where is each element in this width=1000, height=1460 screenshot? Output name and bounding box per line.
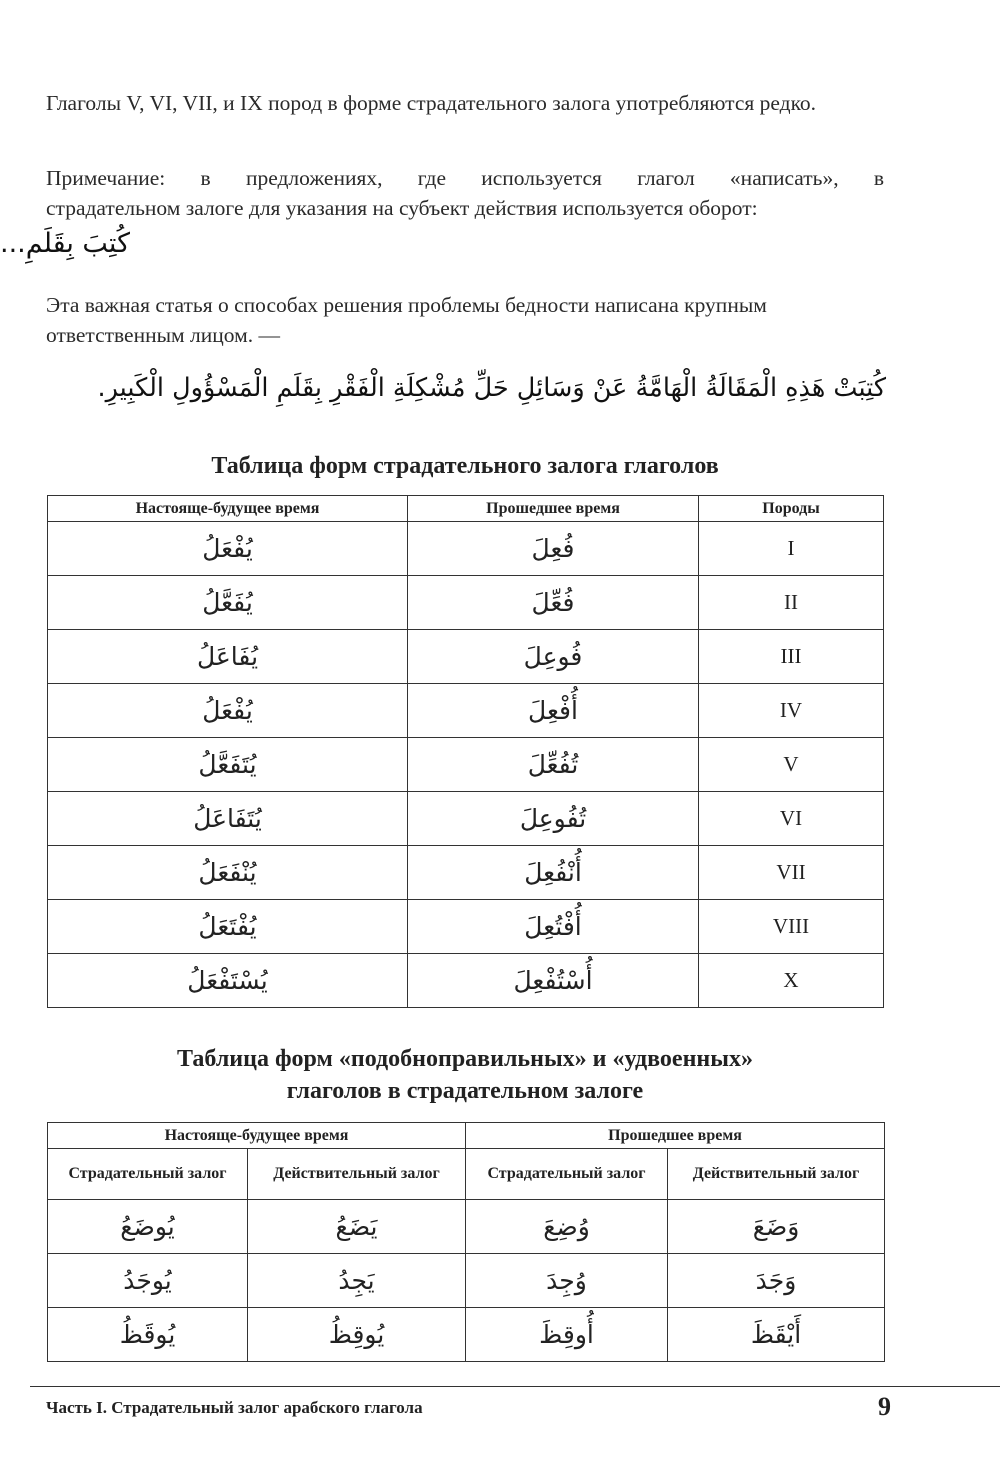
cell-form: II bbox=[699, 576, 884, 630]
table-row bbox=[48, 792, 884, 846]
cell-form: V bbox=[699, 738, 884, 792]
paragraph-rare-forms: Глаголы V, VI, VII, и IX пород в форме страдательного залога употребляются редко. bbox=[46, 91, 817, 115]
cell-form: VI bbox=[699, 792, 884, 846]
cell-past: أُسْتُفْعِلَ bbox=[408, 954, 699, 1008]
footer-chapter-title: Часть I. Страдательный залог арабского глагола bbox=[46, 1398, 423, 1417]
subheader-past-passive: Страдательный залог bbox=[466, 1149, 668, 1200]
cell-past-active: وَضَعَ bbox=[668, 1200, 885, 1254]
weak-verbs-passive-table bbox=[47, 1122, 885, 1362]
group-header-past: Прошедшее время bbox=[466, 1123, 885, 1149]
cell-past: أُفْعِلَ bbox=[408, 684, 699, 738]
table2-title-line-1: Таблица форм «подобноправильных» и «удвоенных» bbox=[177, 1046, 753, 1072]
cell-past-passive: وُجِدَ bbox=[466, 1254, 668, 1308]
cell-past: فُعِّلَ bbox=[408, 576, 699, 630]
col-header-present: Настояще-будущее время bbox=[48, 496, 408, 522]
footer-rule bbox=[30, 1386, 1000, 1387]
note-line-1: Примечание: в предложениях, где используется глагол «написать», в bbox=[46, 166, 884, 190]
cell-present: يُنْفَعَلُ bbox=[48, 846, 408, 900]
example-russian: Эта важная статья о способах решения проблемы бедности написана крупным ответственным лицом. — bbox=[46, 293, 767, 347]
cell-present-active: يَضَعُ bbox=[248, 1200, 466, 1254]
table-row bbox=[48, 576, 884, 630]
col-header-past: Прошедшее время bbox=[408, 496, 699, 522]
cell-past: أُفْتُعِلَ bbox=[408, 900, 699, 954]
table-row bbox=[48, 846, 884, 900]
table-row bbox=[48, 1200, 885, 1254]
cell-past: فُعِلَ bbox=[408, 522, 699, 576]
table-row bbox=[48, 1254, 885, 1308]
cell-past-passive: أُوقِظَ bbox=[466, 1308, 668, 1362]
table-row bbox=[48, 954, 884, 1008]
cell-form: X bbox=[699, 954, 884, 1008]
cell-present: يُفْعَلُ bbox=[48, 522, 408, 576]
cell-past-active: وَجَدَ bbox=[668, 1254, 885, 1308]
cell-past-passive: وُضِعَ bbox=[466, 1200, 668, 1254]
group-header-row bbox=[48, 1123, 885, 1149]
cell-past-active: أَيْقَظَ bbox=[668, 1308, 885, 1362]
table-row bbox=[48, 900, 884, 954]
cell-present-active: يُوقِظُ bbox=[248, 1308, 466, 1362]
cell-form: IV bbox=[699, 684, 884, 738]
table2-title-line-2: глаголов в страдательном залоге bbox=[286, 1078, 644, 1104]
cell-present: يُتَفَاعَلُ bbox=[48, 792, 408, 846]
page-number: 9 bbox=[878, 1392, 891, 1421]
cell-present: يُفْعَلُ bbox=[48, 684, 408, 738]
cell-form: VII bbox=[699, 846, 884, 900]
col-header-forms: Породы bbox=[699, 496, 884, 522]
example-arabic-sentence: كُتِبَتْ هَذِهِ الْمَقَالَةُ الْهَامَّةُ عَنْ وَسَائِلِ حَلِّ مُشْكِلَةِ الْفَقْرِ بِقَلَمِ الْمَسْؤُولِ الْكَبِيرِ. bbox=[97, 373, 886, 403]
cell-present: يُسْتَفْعَلُ bbox=[48, 954, 408, 1008]
subheader-row bbox=[48, 1149, 885, 1200]
note-arabic-phrase: كُتِبَ بِقَلَمِ... bbox=[0, 228, 130, 259]
subheader-past-active: Действительный залог bbox=[668, 1149, 885, 1200]
subheader-present-passive: Страдательный залог bbox=[48, 1149, 248, 1200]
table-row bbox=[48, 630, 884, 684]
cell-present: يُفَاعَلُ bbox=[48, 630, 408, 684]
cell-past: تُفُعِّلَ bbox=[408, 738, 699, 792]
cell-present-active: يَجِدُ bbox=[248, 1254, 466, 1308]
cell-present: يُتَفَعَّلُ bbox=[48, 738, 408, 792]
passive-forms-table bbox=[47, 495, 884, 1008]
cell-past: أُنْفُعِلَ bbox=[408, 846, 699, 900]
cell-present: يُفْتَعَلُ bbox=[48, 900, 408, 954]
table-header-row bbox=[48, 496, 884, 522]
note-line-2: страдательном залоге для указания на субъект действия используется оборот: bbox=[46, 196, 758, 220]
cell-present-passive: يُوجَدُ bbox=[48, 1254, 248, 1308]
table-row bbox=[48, 738, 884, 792]
table-row bbox=[48, 1308, 885, 1362]
cell-form: I bbox=[699, 522, 884, 576]
table-row bbox=[48, 684, 884, 738]
cell-present-passive: يُوقَظُ bbox=[48, 1308, 248, 1362]
table1-title: Таблица форм страдательного залога глаголов bbox=[211, 453, 719, 479]
cell-form: VIII bbox=[699, 900, 884, 954]
table-row bbox=[48, 522, 884, 576]
cell-past: فُوعِلَ bbox=[408, 630, 699, 684]
subheader-present-active: Действительный залог bbox=[248, 1149, 466, 1200]
group-header-present: Настояще-будущее время bbox=[48, 1123, 466, 1149]
cell-present: يُفَعَّلُ bbox=[48, 576, 408, 630]
cell-form: III bbox=[699, 630, 884, 684]
cell-present-passive: يُوضَعُ bbox=[48, 1200, 248, 1254]
cell-past: تُفُوعِلَ bbox=[408, 792, 699, 846]
